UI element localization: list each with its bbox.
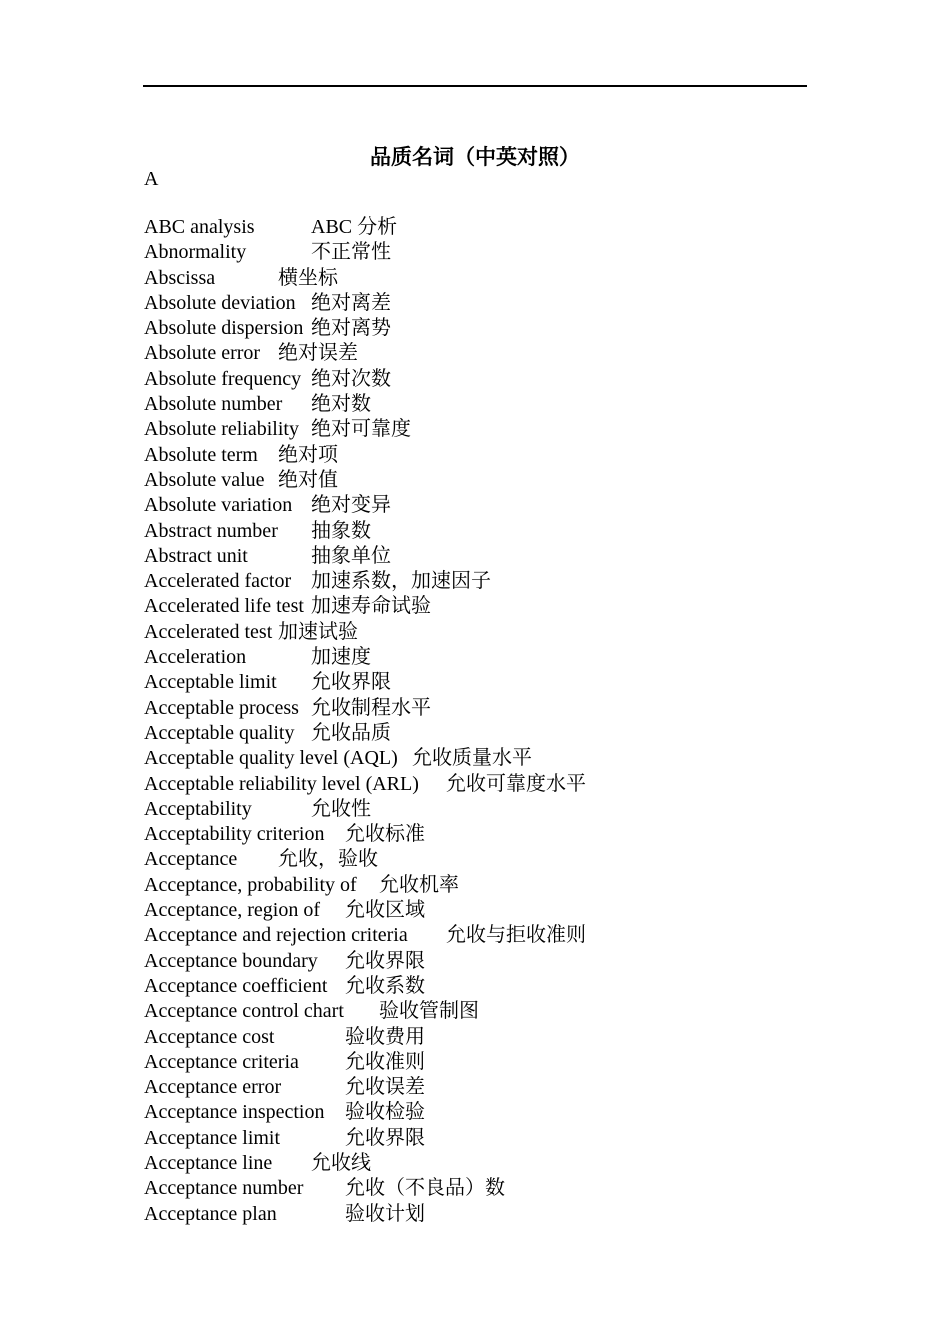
entry-term: Acceptance inspection (144, 1101, 325, 1124)
entry-translation: 绝对数 (311, 393, 371, 416)
entry-term: Acceleration (144, 646, 247, 669)
entry-translation: 允收准则 (345, 1050, 425, 1073)
entry-translation: 验收管制图 (379, 1000, 479, 1023)
entry-translation: 加速试验 (278, 620, 358, 643)
entry-term: Absolute value (144, 468, 265, 491)
entry-term: Acceptance cost (144, 1025, 275, 1048)
entry-term: Acceptance, region of (144, 899, 321, 922)
entry-translation: 绝对可靠度 (311, 418, 411, 441)
entry-term: Absolute deviation (144, 291, 296, 314)
entry-translation: 允收性 (311, 797, 371, 820)
entry-term: Acceptance, probability of (144, 873, 357, 896)
entry-translation: 允收界限 (345, 1126, 425, 1149)
entry-term: Acceptance plan (144, 1202, 277, 1225)
entry-translation: 允收界限 (311, 671, 391, 694)
entry-translation: 允收界限 (345, 949, 425, 972)
entry-translation: 允收与拒收准则 (446, 924, 586, 947)
entry-term: Acceptance number (144, 1177, 304, 1200)
entry-translation: 绝对离势 (311, 317, 391, 340)
entry-term: Acceptance and rejection criteria (144, 924, 408, 947)
entry-translation: 绝对项 (278, 443, 338, 466)
entry-term: Absolute reliability (144, 418, 299, 441)
entry-translation: 验收检验 (345, 1101, 425, 1124)
entry-term: Acceptability (144, 797, 252, 820)
entry-term: Absolute term (144, 443, 258, 466)
entry-term: Acceptability criterion (144, 823, 325, 846)
entry-term: Accelerated life test (144, 595, 304, 618)
entry-term: Acceptable reliability level (ARL) (144, 772, 419, 795)
entry-term: Acceptable quality level (AQL) (144, 747, 398, 770)
section-letter: A (144, 168, 159, 190)
entry-term: Accelerated factor (144, 570, 292, 593)
header-rule (143, 85, 807, 87)
entry-translation: 允收线 (311, 1151, 371, 1174)
entry-term: Abstract unit (144, 544, 248, 567)
entry-term: Acceptance line (144, 1151, 273, 1174)
entry-term: Abscissa (144, 266, 216, 289)
entry-term: Acceptable limit (144, 671, 277, 694)
entry-translation: 加速系数，加速因子 (311, 570, 491, 593)
entry-term: Acceptance coefficient (144, 974, 328, 997)
entry-translation: 允收（不良品）数 (345, 1177, 505, 1200)
entry-term: Absolute error (144, 342, 261, 365)
entry-translation: 允收品质 (311, 721, 391, 744)
entry-term: Acceptable process (144, 696, 299, 719)
entry-term: Acceptance boundary (144, 949, 318, 972)
entry-translation: 允收标准 (345, 823, 425, 846)
entry-term: Abnormality (144, 241, 247, 264)
entry-translation: 绝对离差 (311, 291, 391, 314)
entry-translation: 允收制程水平 (311, 696, 431, 719)
entry-translation: 绝对次数 (311, 367, 391, 390)
entry-translation: 抽象单位 (311, 544, 391, 567)
entry-translation: 允收区域 (345, 899, 425, 922)
entry-translation: 加速寿命试验 (311, 595, 431, 618)
entry-term: Absolute variation (144, 494, 293, 517)
document-title: 品质名词（中英对照） (370, 145, 580, 169)
entry-translation: 验收费用 (345, 1025, 425, 1048)
entry-translation: 加速度 (311, 646, 371, 669)
entry-translation: 允收系数 (345, 974, 425, 997)
entry-translation: 绝对值 (278, 468, 338, 491)
entry-term: Acceptable quality (144, 721, 295, 744)
entry-translation: 允收误差 (345, 1076, 425, 1099)
entry-term: Absolute dispersion (144, 317, 304, 340)
entry-translation: 绝对变异 (311, 494, 391, 517)
entry-term: Abstract number (144, 519, 278, 542)
entry-term: ABC analysis (144, 216, 255, 238)
entry-term: Acceptance limit (144, 1126, 281, 1149)
entry-translation: ABC 分析 (311, 216, 398, 238)
entry-translation: 横坐标 (278, 266, 338, 289)
entry-translation: 允收可靠度水平 (446, 772, 586, 795)
entry-translation: 不正常性 (311, 241, 391, 264)
entry-translation: 允收质量水平 (412, 747, 532, 770)
entry-term: Acceptance (144, 848, 238, 871)
entry-translation: 抽象数 (311, 519, 371, 542)
entry-term: Acceptance control chart (144, 1000, 344, 1023)
entry-translation: 绝对误差 (278, 342, 358, 365)
entry-term: Accelerated test (144, 620, 273, 643)
entry-term: Absolute frequency (144, 367, 302, 390)
entry-translation: 允收，验收 (278, 848, 378, 871)
entry-term: Absolute number (144, 393, 283, 416)
entry-term: Acceptance criteria (144, 1050, 299, 1073)
entry-translation: 允收机率 (379, 873, 459, 896)
entry-term: Acceptance error (144, 1076, 282, 1099)
entry-translation: 验收计划 (345, 1202, 425, 1225)
